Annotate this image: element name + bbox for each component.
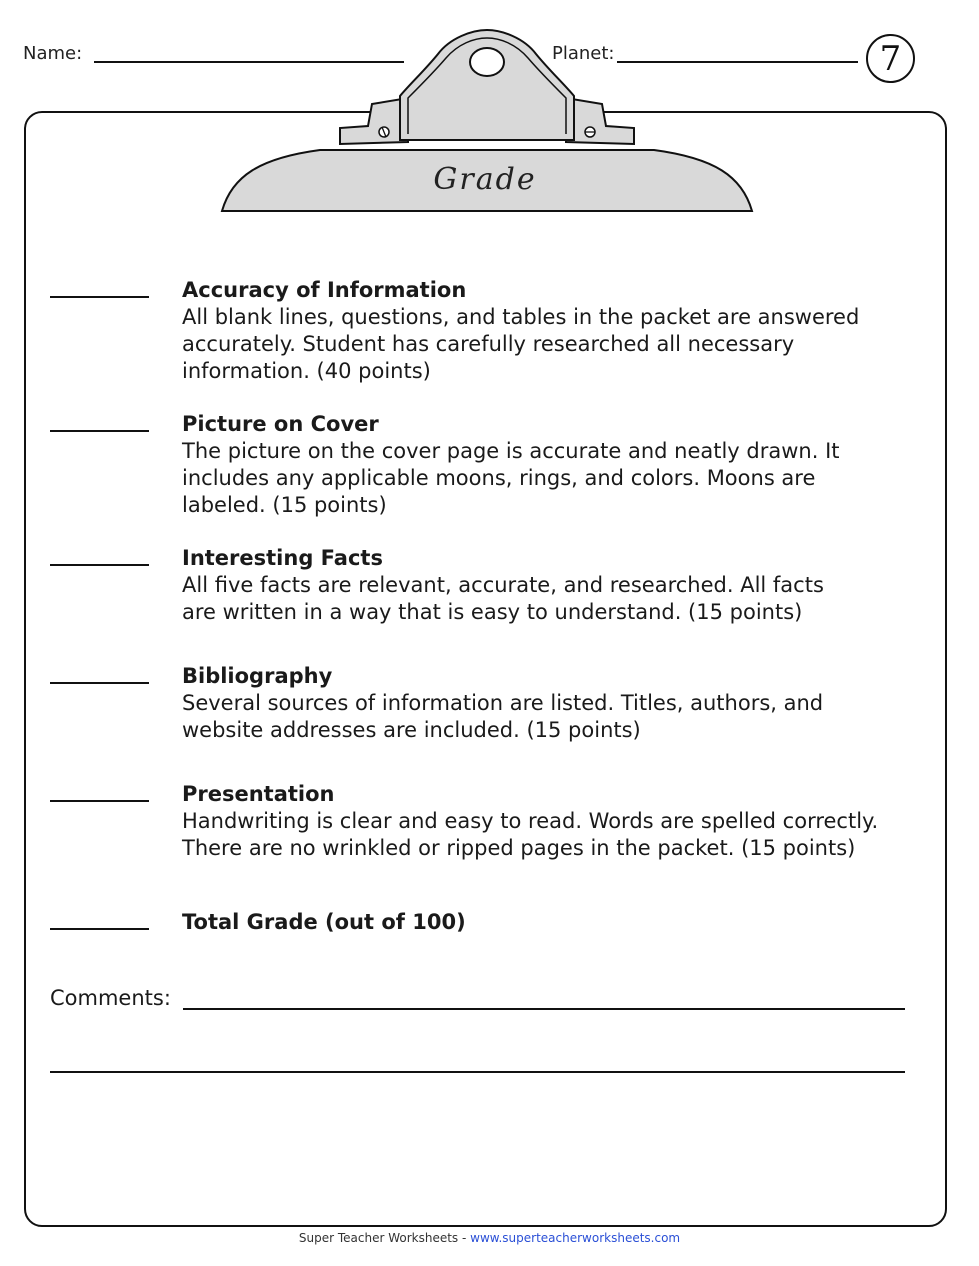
footer-text: Super Teacher Worksheets - bbox=[298, 1231, 471, 1245]
comments-line-2[interactable] bbox=[50, 1071, 905, 1073]
planet-label: Planet: bbox=[552, 43, 615, 64]
footer bbox=[0, 1231, 979, 1245]
page-number: 7 bbox=[879, 38, 902, 79]
name-label: Name: bbox=[23, 43, 83, 64]
criterion-title: Bibliography bbox=[182, 664, 333, 688]
clipboard-board bbox=[24, 111, 947, 1227]
comments-line-1[interactable] bbox=[183, 1008, 905, 1010]
criterion-title: Accuracy of Information bbox=[182, 278, 467, 302]
comments-label: Comments: bbox=[50, 986, 171, 1010]
footer-link[interactable]: www.superteacherworksheets.com bbox=[470, 1231, 681, 1245]
criterion-description: All blank lines, questions, and tables in the packet are answered accurately. Student has carefully researched all necessary information. (40 points) bbox=[182, 305, 860, 383]
criterion-description: The picture on the cover page is accurate and neatly drawn. It includes any applicable moons, rings, and colors. Moons are labeled. (15 points) bbox=[182, 439, 840, 517]
page-number-badge bbox=[866, 34, 915, 83]
criterion-description: Handwriting is clear and easy to read. Words are spelled correctly. There are no wrinkled or ripped pages in the packet. (15 points) bbox=[182, 809, 879, 860]
criterion-title: Picture on Cover bbox=[182, 412, 379, 436]
criterion-title: Interesting Facts bbox=[182, 546, 383, 570]
score-blank[interactable] bbox=[50, 682, 149, 684]
criterion-description: All five facts are relevant, accurate, and researched. All facts are written in a way that is easy to understand. (15 points) bbox=[182, 573, 824, 624]
score-blank[interactable] bbox=[50, 430, 149, 432]
clipboard-title: Grade bbox=[433, 162, 537, 197]
score-blank[interactable] bbox=[50, 564, 149, 566]
total-score-blank[interactable] bbox=[50, 928, 149, 930]
score-blank[interactable] bbox=[50, 800, 149, 802]
score-blank[interactable] bbox=[50, 296, 149, 298]
total-grade-title: Total Grade (out of 100) bbox=[182, 910, 466, 934]
criterion-title: Presentation bbox=[182, 782, 335, 806]
criterion-description: Several sources of information are listed. Titles, authors, and website addresses are included. (15 points) bbox=[182, 691, 824, 742]
